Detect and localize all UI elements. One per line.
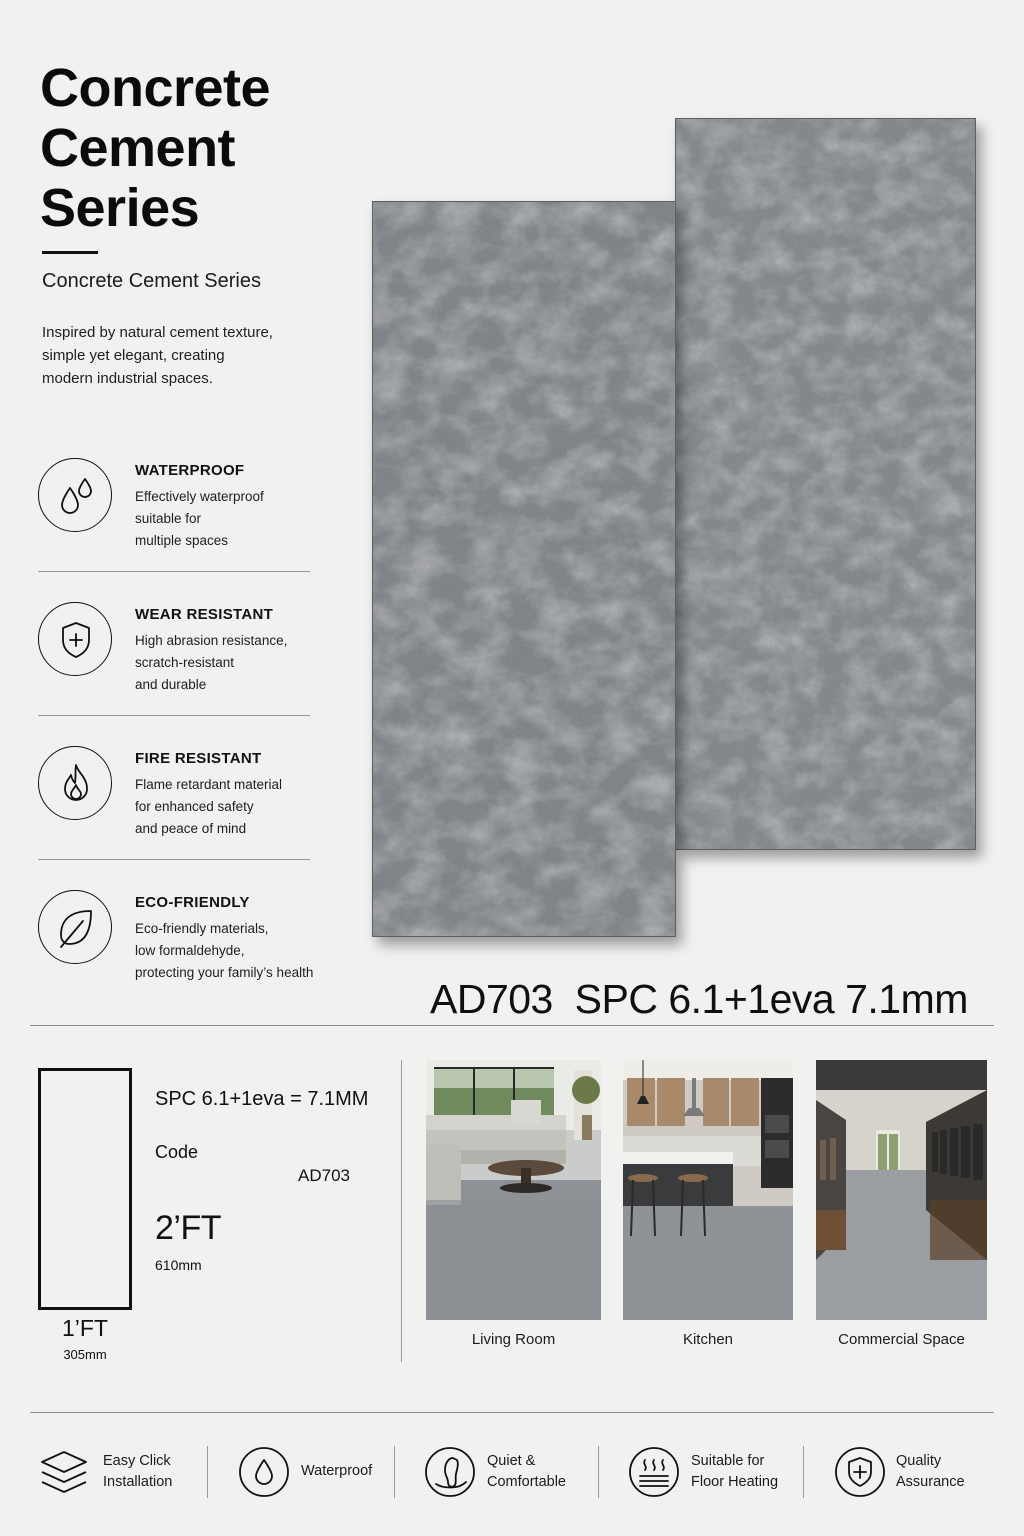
intro-line: Inspired by natural cement texture,	[42, 324, 273, 341]
scene-caption: Living Room	[471, 1331, 556, 1348]
footprint-icon	[424, 1446, 476, 1498]
floor-heating-icon	[628, 1446, 680, 1498]
intro-line: simple yet elegant, creating	[42, 347, 225, 364]
badge-quiet-comfortable	[424, 1442, 594, 1502]
badge-text: Quiet & Comfortable	[487, 1453, 566, 1490]
layers-icon	[38, 1446, 90, 1498]
feature-name: FIRE RESISTANT	[135, 750, 262, 767]
product-model-line: AD703 SPC 6.1+1eva 7.1mm	[430, 976, 968, 1022]
badge-divider	[803, 1446, 804, 1498]
badge-divider	[207, 1446, 208, 1498]
title-line: Series	[40, 178, 200, 238]
scene-kitchen-image	[623, 1060, 793, 1320]
scene-caption: Commercial Space	[838, 1331, 965, 1348]
badge-quality-assurance	[834, 1442, 994, 1502]
intro-text	[42, 321, 322, 390]
product-tile-front	[372, 201, 676, 937]
badge-divider	[598, 1446, 599, 1498]
length-label: 2’FT	[155, 1209, 221, 1247]
feature-desc: High abrasion resistance, scratch-resistant and durable	[135, 633, 288, 692]
feature-eco-friendly	[38, 890, 314, 1034]
water-drops-icon	[38, 458, 112, 532]
subtitle: Concrete Cement Series	[42, 270, 261, 292]
badge-waterproof	[238, 1442, 388, 1502]
feature-desc: Effectively waterproof suitable for multiple spaces	[135, 489, 264, 548]
title-line: Cement	[40, 118, 236, 178]
title-line: Concrete	[40, 58, 271, 118]
badge-divider	[394, 1446, 395, 1498]
width-label: 1’FT	[62, 1315, 108, 1341]
feature-name: WEAR RESISTANT	[135, 606, 274, 623]
feature-name: WATERPROOF	[135, 462, 245, 479]
section-divider	[30, 1025, 994, 1026]
spec-line: SPC 6.1+1eva = 7.1MM	[155, 1088, 369, 1110]
shield-check-icon	[834, 1446, 886, 1498]
code-value: AD703	[298, 1166, 350, 1185]
page-title	[40, 58, 270, 238]
shield-plus-icon	[38, 602, 112, 676]
length-mm: 610mm	[155, 1257, 202, 1273]
feature-divider	[38, 859, 310, 860]
badge-text: Quality Assurance	[896, 1453, 965, 1490]
feature-divider	[38, 715, 310, 716]
badge-text: Easy Click Installation	[103, 1453, 173, 1490]
flame-icon	[38, 746, 112, 820]
spec-divider	[401, 1060, 402, 1362]
feature-desc: Eco-friendly materials, low formaldehyde, protecting your family’s health	[135, 921, 314, 980]
feature-divider	[38, 571, 310, 572]
badge-easy-click	[38, 1442, 198, 1502]
product-tile-back	[675, 118, 976, 850]
badge-text: Waterproof	[301, 1463, 373, 1479]
feature-fire-resistant	[38, 746, 310, 890]
scene-caption: Kitchen	[682, 1331, 734, 1348]
feature-desc: Flame retardant material for enhanced safety and peace of mind	[135, 777, 283, 836]
water-drop-icon	[238, 1446, 290, 1498]
badge-floor-heating	[628, 1442, 798, 1502]
scene-living-room-image	[426, 1060, 601, 1320]
feature-waterproof	[38, 458, 310, 602]
title-divider	[42, 251, 98, 254]
section-divider	[30, 1412, 994, 1413]
feature-name: ECO-FRIENDLY	[135, 894, 250, 911]
width-mm: 305mm	[63, 1347, 107, 1362]
feature-wear-resistant	[38, 602, 310, 746]
badge-text: Suitable for Floor Heating	[691, 1453, 779, 1490]
intro-line: modern industrial spaces.	[42, 370, 213, 387]
size-diagram	[38, 1068, 132, 1310]
scene-commercial-space-image	[816, 1060, 987, 1320]
leaf-icon	[38, 890, 112, 964]
code-label: Code	[155, 1142, 199, 1162]
